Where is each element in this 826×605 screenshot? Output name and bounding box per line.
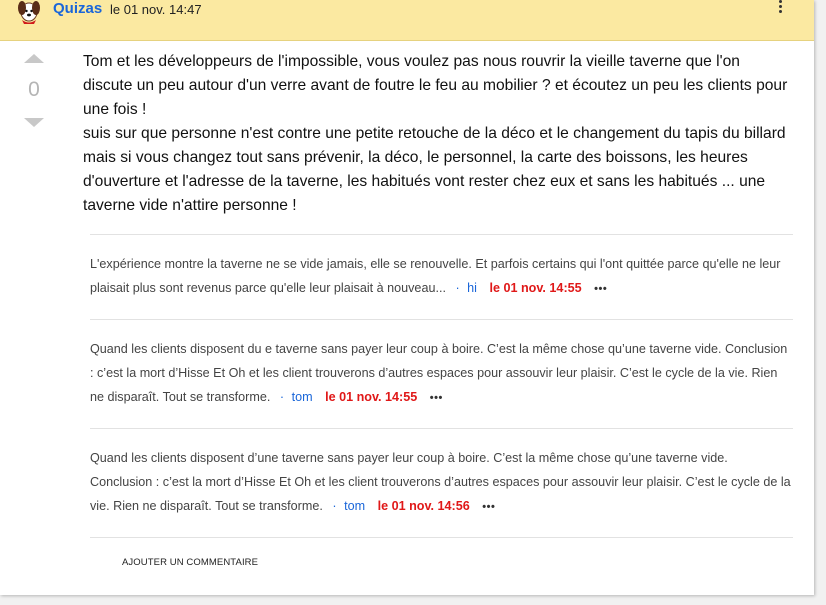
post-header [0, 0, 814, 41]
comment-item [90, 429, 793, 538]
add-comment-button[interactable]: AJOUTER UN COMMENTAIRE [122, 557, 259, 568]
downvote-arrow-icon[interactable] [24, 118, 44, 127]
comment-date: le 01 nov. 14:55 [325, 390, 418, 404]
dog-avatar-icon[interactable] [14, 0, 44, 24]
comment-more-icon[interactable]: ••• [429, 392, 443, 404]
comment-more-icon[interactable]: ••• [482, 501, 496, 513]
post-date: le 01 nov. 14:47 [110, 2, 202, 17]
post-paragraph: Tom et les développeurs de l'impossible, vous voulez pas nous rouvrir la vieille taverne que l'on discute un peu autour d'un verre avant de foutre le feu au mobilier ? et écoutez un peu les clients pour une fois ! [83, 53, 788, 118]
comment-text: Quand les clients disposent d’une taverne sans payer leur coup à boire. C’est la même chose qu’une taverne vide. Conclusion : c’est la mort d’Hisse Et Oh et les client trouverons d’autres espaces pour assouvir leur plaisir. C’est le cycle de la vie. Rien ne disparaît. Tout se transforme. [90, 451, 791, 513]
post-author-link[interactable]: Quizas [53, 0, 103, 17]
post-body [83, 50, 793, 218]
comment-more-icon[interactable]: ••• [594, 283, 608, 295]
kebab-menu-icon[interactable] [773, 0, 787, 14]
comment-separator: · [455, 281, 460, 295]
comment-date: le 01 nov. 14:55 [489, 281, 582, 295]
comment-text: L'expérience montre la taverne ne se vide jamais, elle se renouvelle. Et parfois certains qui l'ont quittée parce qu'elle ne leur plaisait plus sont revenus parce qu'elle leur plaisait à nouveau... [90, 257, 781, 295]
vote-score: 0 [28, 78, 40, 101]
comment-item [90, 235, 793, 320]
upvote-arrow-icon[interactable] [24, 54, 44, 63]
comment-author-link[interactable]: tom [291, 390, 313, 404]
comment-text: Quand les clients disposent du e taverne sans payer leur coup à boire. C’est la même chose qu’une taverne vide. Conclusion : c’est la mort d’Hisse Et Oh et les client trouverons d’autres espaces pour assouvir leur plaisir. C’est le cycle de la vie. Rien ne disparaît. Tout se transforme. [90, 342, 788, 404]
comment-author-link[interactable]: hi [467, 281, 477, 295]
post-paragraph: suis sur que personne n'est contre une petite retouche de la déco et le changement du tapis du billard mais si vous changez tout sans prévenir, la déco, le personnel, la carte des boissons, les heures d'ouverture et l'adresse de la taverne, les habitués vont rester chez eux et sans les habitués ... une taverne vide n'attire personne ! [83, 125, 786, 214]
comment-list [90, 234, 793, 538]
comment-separator: · [279, 390, 285, 404]
comment-item [90, 320, 793, 429]
comment-separator: · [332, 499, 337, 513]
comment-author-link[interactable]: tom [344, 499, 366, 513]
comment-date: le 01 nov. 14:56 [377, 499, 470, 513]
